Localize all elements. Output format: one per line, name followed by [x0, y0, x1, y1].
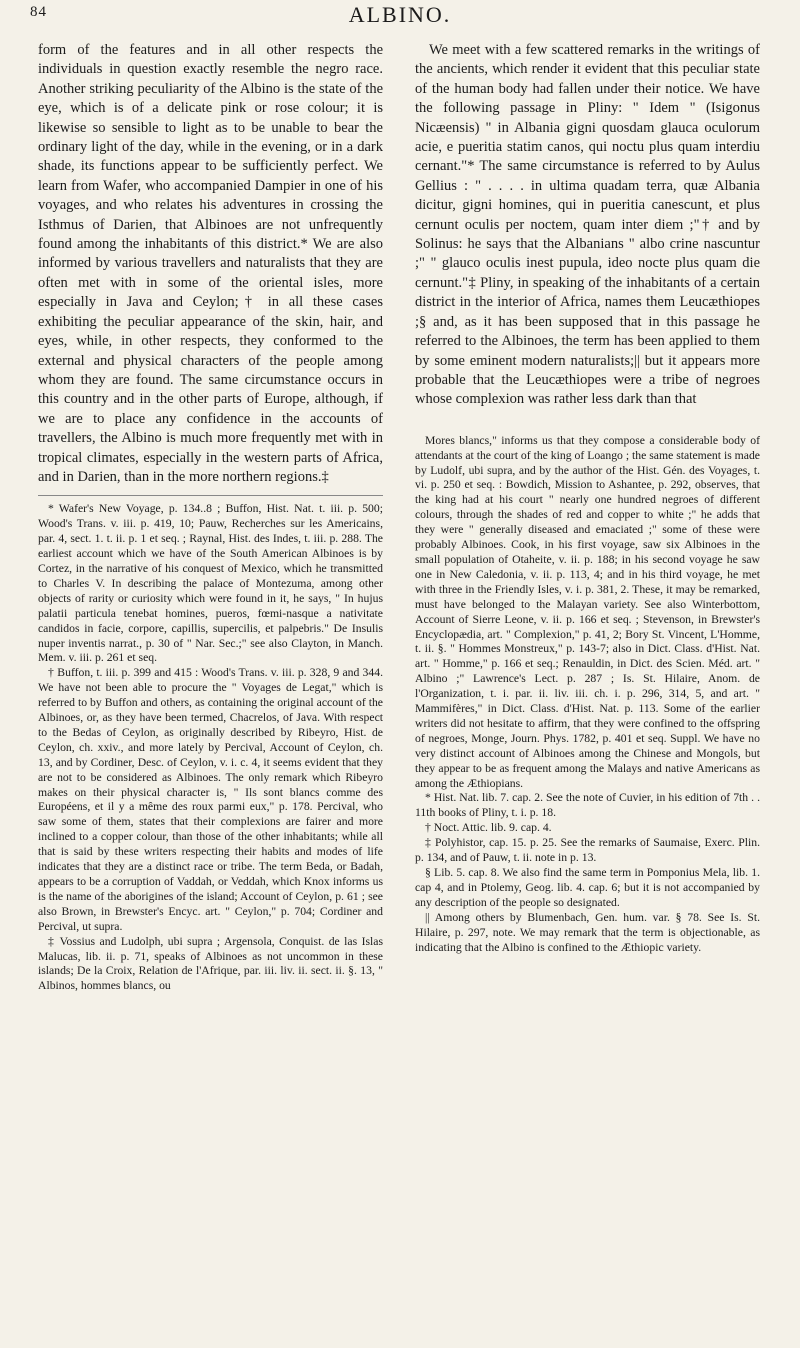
left-footnote-2: † Buffon, t. iii. p. 399 and 415 : Wood's Trans. v. iii. p. 328, 9 and 344. We have not been able to procure the " Voyages de Legat," which is referred to by Buffon and others, as containing the original account of the Albinoes, or, as they have been termed, Chacrelos, of Java. With respect to the Bedas of Ceylon, as originally described by Ribeyro, Hist. de Ceylon, ch. xxiv., and more lately by Percival, Account of Ceylon, ch. 13, and by Cordiner, Desc. of Ceylon, v. i. c. 4, it seems evident that they are not to be considered as Albinoes. The only remark which Ribeyro makes on their physical character is, " Ils sont blancs comme des Européens, et il y a même des roux parmi eux," p. 178. Percival, who saw some of them, states that their complexions are fairer and more inclined to a copper colour, than those of the other inhabitants; while all that is said by these writers respecting their habits and modes of life indicates that they are a distinct race or tribe. The term Beda, or Badah, appears to be a corruption of Vaddah, or Veddah, which Knox informs us is the name of the aborigines of the island; Account of Ceylon, p. 61 ; see also Brown, in Brewster's Encyc. art. " Ceylon," p. 704; Cordiner and Percival, ut supra. — [38, 666, 383, 933]
footnote-divider — [38, 495, 383, 496]
right-footnote-continued: Mores blancs," informs us that they compose a considerable body of attendants at the court of the king of Loango ; the same statement is made by Ludolf, ubi supra, and by the author of the Hist. Gén. des Voyages, t. vi. p. 250 et seq. : Bowdich, Mission to Ashantee, p. 292, observes, that the king had at his court " nearly one hundred negroes of different colours, through the shades of red and copper to white ;" he adds that they were " generally diseased and emaciated ;" some of these were probably Albinoes. Cook, in his first voyage, saw six Albinoes in the small population of Otaheite, v. ii. p. 188; in his second voyage he saw one in New Caledonia, v. ii. p. 113, 4; and in his third voyage, he met with three in the Friendly Isles, v. i. p. 381, 2. These, it may be remarked, must have belonged to the Malayan variety. See also Winterbottom, Account of Sierre Leone, v. ii. p. 166 et seq. ; Stevenson, in Brewster's Encyclopædia, art. " Complexion," p. 41, 2; Bory St. Vincent, L'Homme, t. ii. §. " Hommes Monstreux," p. 143-7; also in Dict. Class. d'Hist. Nat. art. " Homme," p. 166 et seq.; Renauldin, in Dict. des Scien. Méd. art. " Albino ;" Lawrence's Lect. p. 287 ; Is. St. Hilaire, Anom. de l'Organization, t. i. par. ii. liv. iii. ch. i. p. 296, 314, 5, and art. " Mammifères," in Dict. Class. d'Hist. Nat. p. 113. Some of the earlier writers did not hesitate to affirm, that they were confined to the offspring of negroes, Monge, Journ. Phys. 1782, p. 401 et seq. Suppl. We have no very distinct account of Albinoes among the Chinese and Mongols, but they appear to be as frequent among the Malays and native Americans as among the Æthiopians. — [415, 433, 760, 790]
right-body-text: We meet with a few scattered remarks in the writings of the ancients, which render it evident that this peculiar state of the human body had fallen under their notice. We have the following passage in Pliny: " Idem " (Isigonus Nicæensis) " in Albania gigni quosdam glauca oculorum acie, e pueritia statim canos, qui noctu plus quam interdiu cernant."* The same circumstance is referred to by Aulus Gellius : " . . . . in ultima quadam terra, quæ Albania dicitur, gigni homines, qui in pueritia canescunt, et plus cernunt oculis per noctem, quam inter diem ;"† and by Solinus: he says that the Albanians " albo crine nascuntur ;" " glauco oculis inest pupula, ideo nocte plus quam die cernunt."‡ Pliny, in speaking of the inhabitants of a certain district in the interior of Africa, names them Leucæthiopes ;§ and, as it has been supposed that in this passage he referred to the Albinoes, the term has been applied to them by some eminent modern naturalists;|| but it appears more probable that the Leucæthiopes were a tribe of negroes whose complexion was rather less dark than that — [415, 42, 760, 408]
column-gap — [415, 410, 760, 434]
right-footnote-5: || Among others by Blumenbach, Gen. hum. var. § 78. See Is. St. Hilaire, p. 297, note. We may remark that the term is objectionable, as indicating that the Albino is confined to the Æthiopic variety. — [415, 910, 760, 954]
right-footnote-2: † Noct. Attic. lib. 9. cap. 4. — [425, 821, 552, 835]
left-column — [38, 41, 383, 994]
right-footnote-3: ‡ Polyhistor, cap. 15. p. 25. See the remarks of Saumaise, Exerc. Plin. p. 134, and of Pauw, t. ii. note in p. 13. — [415, 836, 760, 865]
left-footnote-3: ‡ Vossius and Ludolph, ubi supra ; Argensola, Conquist. de las Islas Malucas, lib. ii. p. 71, speaks of Albinoes as not uncommon in these islands; De la Croix, Relation de l'Afrique, par. iii. liv. ii. sect. ii. §. 13, " Albinos, hommes blancs, ou — [38, 934, 383, 993]
left-body-text: form of the features and in all other respects the individuals in question exactly resemble the negro race. Another striking peculiarity of the Albino is the state of the eye, which is of a delicate pink or rose colour; it is likewise so sensible to light as to be unable to bear the ordinary light of the day, while in the evening, or in a dark shade, its functions appear to be sufficiently perfect. We learn from Wafer, who accompanied Dampier in one of his voyages, and who relates his adventures in crossing the Isthmus of Darien, that Albinoes are not unfrequently found among the inhabitants of this district.* We are also informed by various travellers and naturalists that they are often met with in some of the oriental isles, more especially in Java and Ceylon;† in all these cases exhibiting the peculiar appearance of the skin, hair, and eyes, while, in other respects, they conformed to the external and physical characters of the people among whom they are found. The same circumstance occurs in this country and in the other parts of Europe, although, if we are to place any confidence in the accounts of travellers, the Albino is much more frequently met with in tropical climates, especially in the western parts of Africa, and in Darien, than in the more northern regions.‡ — [38, 42, 383, 485]
running-title: ALBINO. — [348, 2, 452, 27]
left-footnote-1: * Wafer's New Voyage, p. 134..8 ; Buffon, Hist. Nat. t. iii. p. 500; Wood's Trans. v. iii. p. 419, 10; Pauw, Recherches sur les Americains, par. 4, sect. 1. t. ii. p. 1 et seq. ; Raynal, Hist. des Indes, t. iii. p. 288. The earliest account which we have of the South American Albinoes is by Cortez, in the narrative of his conquest of Mexico, which he transmitted to Charles V. In describing the palace of Montezuma, among other objects of rarity or curiosity which were found in it, he says, " In hujus palatii particula tenebat homines, pueros, fœmi-nasque a nativitate candidos in facie, corpore, capillis, supercilis, et palpebris." De Insulis nuper inventis narrat., p. 30 of " Nar. Sec.;" see also Clayton, in Manch. Mem. v. iii. p. 261 et seq. — [38, 502, 383, 665]
right-column — [415, 41, 760, 955]
page-number: 84 — [30, 4, 47, 20]
right-footnote-1: * Hist. Nat. lib. 7. cap. 2. See the note of Cuvier, in his edition of 7th . . 11th books of Pliny, t. i. p. 18. — [415, 791, 760, 820]
right-footnote-4: § Lib. 5. cap. 8. We also find the same term in Pomponius Mela, lib. 1. cap 4, and in Ptolemy, Geog. lib. 4. cap. 6; but it is not accompanied by any description of the people so designated. — [415, 866, 760, 909]
page-header — [30, 2, 770, 30]
